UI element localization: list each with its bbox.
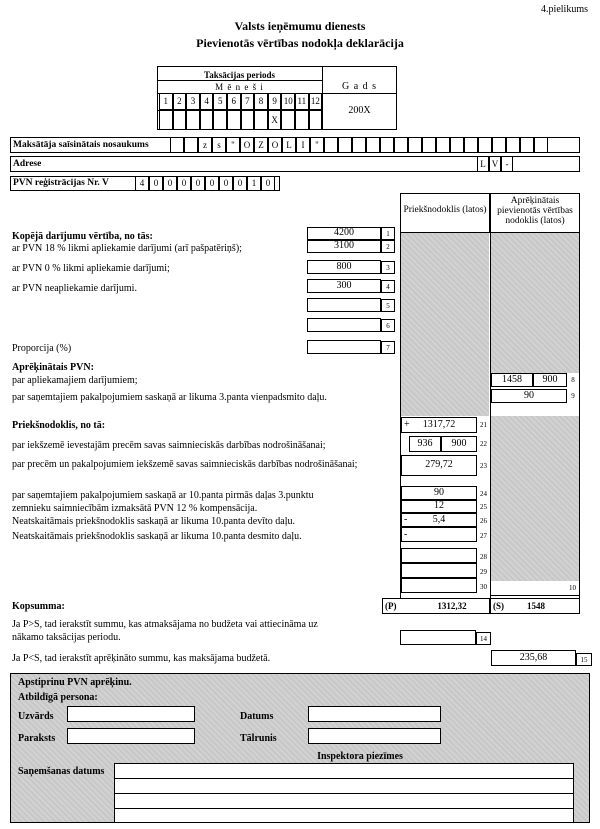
reg-digit[interactable]: 0 [177,176,191,191]
payer-name-char[interactable]: O [240,137,254,153]
month-check-cell[interactable] [213,110,227,130]
row14-field[interactable] [400,630,476,645]
surname-label: Uzvārds [18,711,54,722]
payer-name-char[interactable]: " [226,137,240,153]
month-check-cell[interactable] [200,110,214,130]
reg-digit[interactable]: 1 [247,176,261,191]
reg-digit[interactable]: 0 [219,176,233,191]
row24-label: par saņemtajiem pakalpojumiem saskaņā ar 10.panta pirmās daļas 3.punktu [12,490,314,501]
row21-label: Priekšnodoklis, no tā: [12,420,106,431]
row7-label: Proporcija (%) [12,343,72,354]
reg-digit[interactable]: 0 [261,176,275,191]
pretax-column-label: Priekšnodoklis (latos) [403,205,487,215]
payer-name-char[interactable] [422,137,436,153]
payer-name-char[interactable]: z [198,137,212,153]
row15-number: 15 [576,653,592,666]
reg-digit[interactable]: 4 [135,176,149,191]
row4-label: ar PVN neapliekamie darījumi. [12,283,137,294]
total-s-label: (S) [493,601,504,611]
period-label: Taksācijas periods [204,70,275,80]
row26-label: Neatskaitāmais priekšnodoklis saskaņā ar likuma 10.panta devīto daļu. [12,516,295,527]
row2-number: 2 [381,240,395,253]
row27-sign: - [404,529,408,540]
month-check-cell[interactable] [309,110,323,130]
country-code-char[interactable]: L [477,156,489,172]
payer-name-char[interactable] [408,137,422,153]
row14-label-1: Ja P>S, tad ierakstīt summu, kas atmaksājama no budžeta vai attiecināma uz [12,619,318,630]
row24-value: 90 [434,487,444,498]
month-cell: 12 [309,93,323,110]
date-field[interactable] [308,706,441,722]
received-date-label: Saņemšanas datums [18,766,105,777]
phone-field[interactable] [308,728,441,744]
row22-cents: 900 [451,438,467,449]
row21-value: 1317,72 [422,419,456,430]
row28-number: 28 [480,553,487,561]
reg-digit[interactable]: 0 [163,176,177,191]
payer-name-char[interactable] [464,137,478,153]
row9-number: 9 [571,392,575,400]
row23-number: 23 [480,462,487,470]
row27-number: 27 [480,532,487,540]
form-title: Pievienotās vērtības nodokļa deklarācija [196,36,404,50]
row24-number: 24 [480,490,487,498]
reg-digit[interactable]: 0 [149,176,163,191]
payer-name-char[interactable] [366,137,380,153]
row3-label: ar PVN 0 % likmi apliekamie darījumi; [12,263,170,274]
row2-label: ar PVN 18 % likmi apliekamie darījumi (arī pašpatēriņš); [12,243,242,254]
month-check-cell[interactable] [241,110,255,130]
payer-name-char[interactable]: s [212,137,226,153]
payer-name-char[interactable] [520,137,534,153]
payer-name-char[interactable] [492,137,506,153]
month-cell: 1 [159,93,173,110]
responsible-label: Atbildīgā persona: [18,692,98,703]
month-cell: 6 [227,93,241,110]
payer-name-char[interactable] [436,137,450,153]
phone-label: Tālrunis [240,733,277,744]
address-label: Adrese [13,159,42,169]
country-code-char[interactable]: - [501,156,513,172]
payer-name-char[interactable]: L [282,137,296,153]
month-cell: 5 [213,93,227,110]
reg-digit[interactable]: 0 [191,176,205,191]
inspector-notes-label: Inspektora piezīmes [317,751,403,762]
payer-name-label: Maksātāja saīsinātais nosaukums [13,140,149,150]
row4-number: 4 [381,280,395,293]
month-check-cell[interactable] [254,110,268,130]
row8-number: 8 [571,376,575,384]
reg-digit[interactable]: 0 [205,176,219,191]
row23-label: par precēm un pakalpojumiem iekšzemē savas saimnieciskās darbības nodrošināšanai; [12,459,358,470]
row2-value: 3100 [334,240,354,251]
country-code-char[interactable]: V [489,156,501,172]
row14-number: 14 [476,632,491,645]
date-label: Datums [240,711,274,722]
row27-label: Neatskaitāmais priekšnodoklis saskaņā ar likuma 10.panta desmito daļu. [12,531,302,542]
row29-field[interactable] [401,563,477,578]
payer-name-char[interactable] [324,137,338,153]
row25-value: 12 [434,500,444,511]
row15-value: 235,68 [519,652,548,663]
authority-title: Valsts ieņēmumu dienests [234,19,366,33]
row8-label: par apliekamajiem darījumiem; [12,375,138,386]
signature-field[interactable] [67,728,195,744]
row30-field[interactable] [401,578,477,593]
month-check-cell[interactable] [227,110,241,130]
row14-label-2: nākamo taksācijas periodu. [12,632,121,643]
month-cell: 11 [295,93,309,110]
payer-name-char[interactable]: I [296,137,310,153]
row29-number: 29 [480,568,487,576]
month-check-cell[interactable] [295,110,309,130]
month-check-cell[interactable] [281,110,295,130]
row27-field[interactable] [401,527,477,542]
row1-label: Kopējā darījumu vērtība, no tās: [12,231,153,242]
row26-sign: - [404,514,408,525]
total-p-label: (P) [385,601,397,611]
total-p-value: 1312,32 [437,601,467,611]
row10-number: 10 [569,584,576,592]
month-cell: 10 [281,93,295,110]
row8-whole: 1458 [502,374,522,385]
row6-number: 6 [381,319,395,332]
reg-digit[interactable]: 0 [233,176,247,191]
payer-name-char[interactable] [394,137,408,153]
payer-name-char[interactable] [534,137,548,153]
row26-number: 26 [480,517,487,525]
payer-name-char[interactable]: O [268,137,282,153]
month-cell: 4 [200,93,214,110]
year-value[interactable]: 200X [348,105,371,116]
vat-column-label: Aprēķinātais pievienotās vērtības nodoklis (latos) [497,196,573,226]
payer-name-char[interactable] [506,137,520,153]
payer-name-char[interactable] [380,137,394,153]
month-cell: 3 [186,93,200,110]
month-cell: 7 [241,93,255,110]
payer-name-char[interactable] [184,137,198,153]
row22-number: 22 [480,440,487,448]
total-label: Kopsumma: [12,601,65,612]
row21-number: 21 [480,421,487,429]
payer-name-char[interactable] [478,137,492,153]
payer-name-char[interactable] [450,137,464,153]
row5-field[interactable] [307,298,381,312]
row23-value: 279,72 [425,459,453,470]
row6-field[interactable] [307,318,381,332]
row9-value: 90 [524,390,534,401]
year-label: G a d s [341,81,378,92]
row8-cents: 900 [542,374,558,385]
appendix-label: 4.pielikums [541,4,588,15]
month-cell: 2 [173,93,187,110]
payer-name-char[interactable] [170,137,184,153]
surname-field[interactable] [67,706,195,722]
row1-value: 4200 [334,227,354,238]
row25-number: 25 [480,503,487,511]
payer-name-char[interactable]: " [310,137,324,153]
row7-field[interactable] [307,340,381,354]
month-check-cell[interactable] [186,110,200,130]
row3-number: 3 [381,261,395,274]
row28-field[interactable] [401,548,477,563]
payer-name-char[interactable] [338,137,352,153]
row26-value: 5,4 [432,514,446,525]
row21-sign: + [404,419,410,430]
row7-number: 7 [381,341,395,354]
payer-name-char[interactable] [352,137,366,153]
row9-label: par saņemtajiem pakalpojumiem saskaņā ar likuma 3.panta vienpadsmito daļu. [12,392,327,403]
payer-name-char[interactable]: Z [254,137,268,153]
calc-vat-header: Aprēķinātais PVN: [12,362,94,373]
row3-value: 800 [336,261,352,272]
month-cell: 8 [254,93,268,110]
total-s-value: 1548 [527,601,545,611]
row5-number: 5 [381,299,395,312]
signature-label: Paraksts [18,733,56,744]
row22-whole: 936 [417,438,433,449]
month-check-cell[interactable] [173,110,187,130]
row15-label: Ja P<S, tad ierakstīt aprēķināto summu, kas maksājama budžetā. [12,653,271,664]
reg-label: PVN reģistrācijas Nr. V [13,178,109,188]
confirm-text: Apstiprinu PVN aprēķinu. [18,677,132,688]
row30-number: 30 [480,583,487,591]
row1-number: 1 [381,227,395,240]
month-check-cell[interactable] [159,110,173,130]
row22-label: par iekšzemē ievestajām precēm savas saimnieciskās darbības nodrošināšanai; [12,440,326,451]
row25-label: zemnieku saimniecībām izmaksātā PVN 12 % kompensācija. [12,503,258,514]
month-check-cell[interactable]: X [268,110,282,130]
row4-value: 300 [336,280,352,291]
months-label: M ē n e š i [215,82,264,92]
month-cell: 9 [268,93,282,110]
